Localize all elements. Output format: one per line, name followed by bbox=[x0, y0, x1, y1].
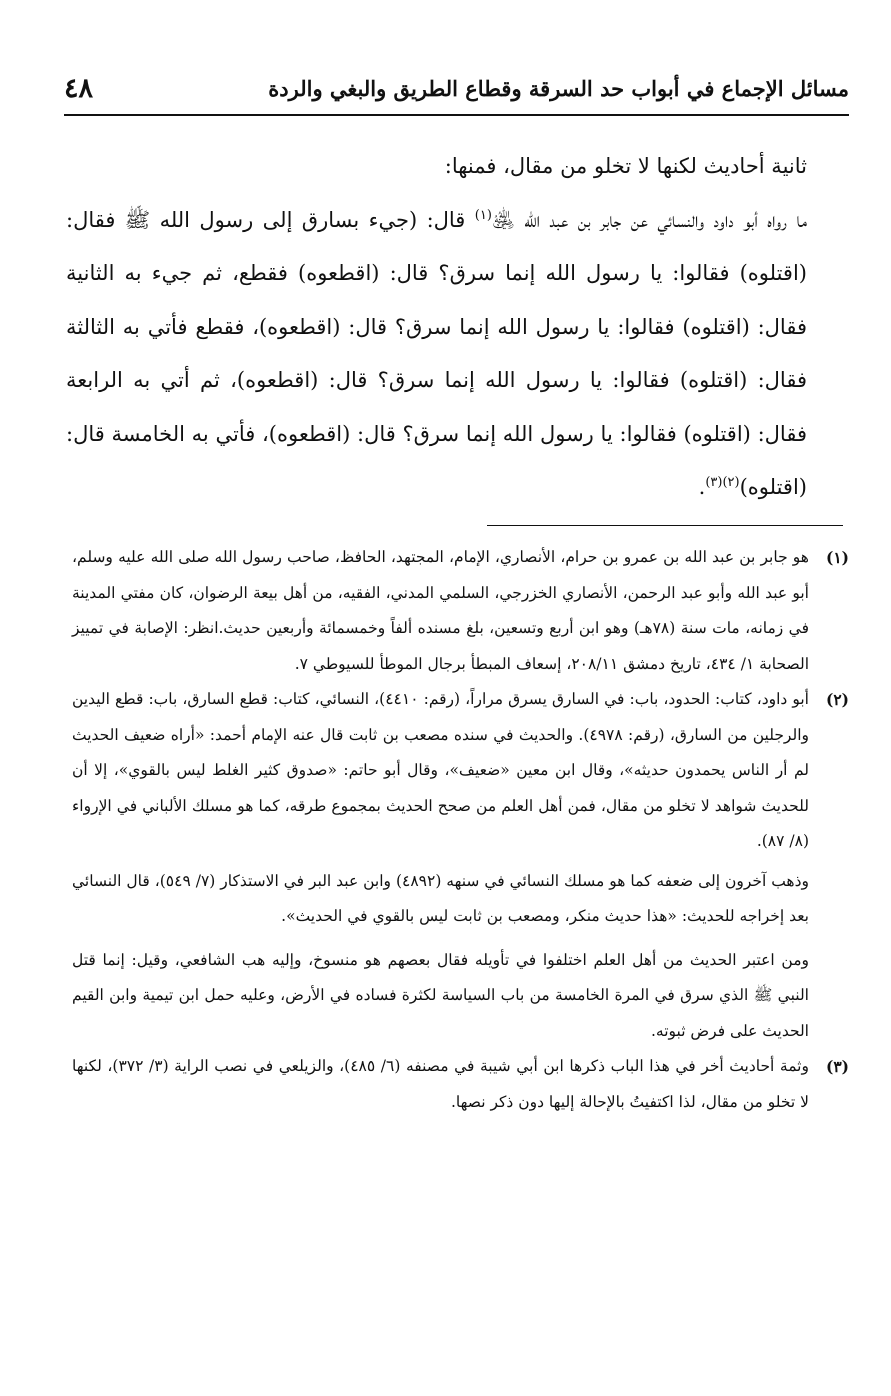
footnote-ref-2[interactable]: (٢) bbox=[722, 475, 740, 490]
footnote-2-continuation: وذهب آخرون إلى ضعفه كما هو مسلك النسائي في سنهه (٤٨٩٢) وابن عبد البر في الاستذكار (٧/ ٥٤٩)، قال النسائي بعد إخراجه للحديث: «هذا حديث منكر، ومصعب بن ثابت ليس بالقوي في الحديث». bbox=[72, 871, 809, 925]
hadith-end: . bbox=[698, 475, 706, 499]
footnotes bbox=[72, 540, 849, 1120]
footnote-number: (٢) bbox=[825, 690, 849, 709]
footnote-ref-1[interactable]: (١) bbox=[474, 207, 492, 223]
page-header bbox=[64, 62, 849, 116]
footnote-text: هو جابر بن عبد الله بن عمرو بن حرام، الأنصاري، الإمام، المجتهد، الحافظ، صاحب رسول الله صلى الله عليه وسلم، أبو عبد الله وأبو عبد الرحمن، الأنصاري الخزرجي، السلمي المدني، الفقيه، من أهل بيعة الرضوان، كان مفتي المدينة في زمانه، مات سنة (٧٨هـ) وهو ابن أربع وتسعين، بلغ مسنده ألفاً وخمسمائة وأربعين حديث.انظر: الإصابة في تمييز الصحابة ١/ ٤٣٤، تاريخ دمشق ٢٠٨/١١، إسعاف المبطأ برجال الموطأ للسيوطي ٧. bbox=[72, 548, 810, 673]
footnote-text: وثمة أحاديث أخر في هذا الباب ذكرها ابن أبي شيبة في مصنفه (٦/ ٤٨٥)، والزيلعي في نصب الراية (٣/ ٣٧٢)، لكنها لا تخلو من مقال، لذا اكتفيتُ بالإحالة إليها دون ذكر نصها. bbox=[72, 1057, 809, 1111]
hadith-text: قال: (جيء بسارق إلى رسول الله ﷺ فقال: (اقتلوه) فقالوا: يا رسول الله إنما سرق؟ قال: (اقطعوه) فقطع، ثم جيء به الثانية فقال: (اقتلوه) فقالوا: يا رسول الله إنما سرق؟ قال: (اقطعوه)، فقطع فأتي به الثالثة فقال: (اقتلوه) فقالوا: يا رسول الله إنما سرق؟ قال: (اقطعوه)، ثم أتي به الرابعة فقال: (اقتلوه) فقالوا: يا رسول الله إنما سرق؟ قال: (اقطعوه)، فأتي به الخامسة قال: (اقتلوه) bbox=[66, 207, 807, 499]
footnote-3 bbox=[72, 1049, 849, 1120]
page-number: ٤٨ bbox=[64, 72, 94, 104]
footnote-ref-3[interactable]: (٣) bbox=[705, 475, 723, 490]
footnote-2-continuation-2: ومن اعتبر الحديث من أهل العلم اختلفوا في تأويله فقال بعصهم هو منسوخ، وإليه هب الشافعي، وقيل: إنما قتل النبي ﷺ الذي سرق في المرة الخامسة من باب السياسة لكثرة فساده في الأرض، وعليه حمل ابن تيمية وابن القيم الحديث على فرض ثبوته. bbox=[72, 950, 809, 1040]
intro-paragraph: ثانية أحاديث لكنها لا تخلو من مقال، فمنها: bbox=[444, 154, 807, 178]
footnote-1 bbox=[72, 540, 849, 682]
hadith-paragraph bbox=[66, 194, 807, 515]
footnote-2 bbox=[72, 682, 849, 860]
footnote-number: (٣) bbox=[825, 1057, 849, 1076]
footnote-separator bbox=[487, 525, 843, 526]
footnote-number: (١) bbox=[825, 548, 849, 567]
footnote-text: أبو داود، كتاب: الحدود، باب: في السارق يسرق مراراً، (رقم: ٤٤١٠)، النسائي، كتاب: قطع السارق، باب: قطع اليدين والرجلين من السارق، (رقم: ٤٩٧٨). والحديث في سنده مصعب بن ثابت قال عنه الإمام أحمد: «أراه ضعيف الحديث لم أر الناس يحمدون حديثه»، وقال ابن معين «ضعيف»، وقال أبو حاتم: «صدوق كثير الغلط ليس بالقوي»، إلا أن للحديث شواهد لا تخلو من مقال، فمن أهل العلم من صحح الحديث بمجموع طرقه، كما هو مسلك الألباني في الإرواء (٨/ ٨٧). bbox=[72, 690, 809, 850]
running-title: مسائل الإجماع في أبواب حد السرقة وقطاع الطريق والبغي والردة bbox=[268, 75, 849, 101]
main-text bbox=[66, 140, 807, 515]
hadith-opening: ما رواه أبو داود والنسائي عن جابر بن عبد الله ﵁ bbox=[491, 207, 808, 232]
